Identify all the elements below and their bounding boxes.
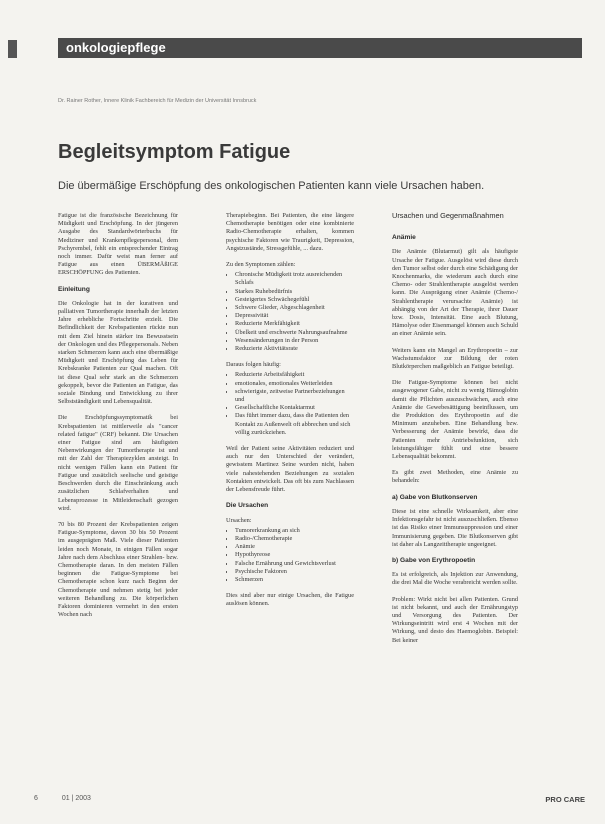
list-item: • Reduzierte Aktivitätsrate — [235, 345, 354, 353]
cause-list — [226, 527, 354, 584]
list-item: • Reduzierte Arbeitsfähigkeit — [235, 371, 354, 379]
section-heading-ursachen: Die Ursachen — [226, 502, 269, 510]
list-intro: Zu den Symptomen zählen: — [226, 261, 296, 269]
list-item: • Starkes Ruhebedürfnis — [235, 288, 354, 296]
text-column-1 — [58, 212, 178, 802]
text-column-3 — [392, 212, 518, 802]
article-subtitle: Die übermäßige Erschöpfung des onkologischen Patienten kann viele Ursachen haben. — [58, 180, 485, 192]
paragraph: Fatigue ist die französische Bezeichnung für Müdigkeit und Erschöpfung. In der jüngeren Ausgabe des Standardwörterbuchs für Mediziner und Krankenpflegepersonal, dem Pschyrembel, fehlt ein entsprechender Eintrag noch immer. Dafür weist man ferner auf Fatigue aus einen ÜBERMÄßIGE ERSCHÖPFUNG des Patienten. — [58, 212, 178, 277]
section-heading-blutkonserven: a) Gabe von Blutkonserven — [392, 493, 478, 501]
paragraph: 70 bis 80 Prozent der Krebspatienten zeigen Fatigue-Symptome, davon 30 bis 50 Prozent im ausgeprägten Maß. Viele dieser Patienten leiden noch Monate, in einigen Fällen sogar Jahre nach dem Abschluss einer Strahlen- bzw. Chemotherapie daran. In den meisten Fällen beginnen die Fatigue-Symptome bei Chemotherapie schon kurz nach Beginn der Chemotherapie und nehmen stetig bei jeder weiteren Behandlung zu. Die körperlichen Faktoren dominieren vermehrt in den ersten Wochen nach — [58, 520, 178, 619]
list-item: • Radio-/Chemotherapie — [235, 535, 354, 543]
paragraph: Die Erschöpfungssymptomatik bei Krebspatienten ist mittlerweile als "cancer related fatigue" (CRF) bekannt. Die Ursachen einer Fatigue sind am häufigsten Nebenwirkungen der Tumortherapie ist und mit der Zahl der Therapiezyklen ansteigt. In nicht wenigen Fällen kann ein Patient für Fatigue und zusätzlich seelische und geistige Beschwerden durch die Einschränkung auch zusätzlichen Schlafverhalten und Lebensprozesse in Mitleidenschaft gezogen wird. — [58, 414, 178, 512]
list-item: • Gesteigertes Schwächegefühl — [235, 296, 354, 304]
list-item: • Anämie — [235, 543, 354, 551]
issue-number: 01 | 2003 — [61, 795, 91, 802]
magazine-brand: PRO CARE — [545, 795, 585, 804]
list-item: • Gesellschaftliche Kontaktarmut — [235, 404, 354, 412]
list-item: • Depressivität — [235, 312, 354, 320]
paragraph: Therapiebeginn. Bei Patienten, die eine längere Chemotherapie benötigen oder eine kombinierte Radio-Chemotherapie erhalten, kommen psychische Faktoren wie Traurigkeit, Depression, Angstzustände, Stressgefühle, ... dazu. — [226, 212, 354, 252]
author-byline: Dr. Rainer Rother, Innere Klinik Fachbereich für Medizin der Universität Innsbruck — [58, 98, 257, 104]
list-item: • Schmerzen — [235, 576, 354, 584]
paragraph: Dies sind aber nur einige Ursachen, die Fatigue auslösen können. — [226, 592, 354, 608]
list-intro: Ursachen: — [226, 516, 252, 524]
list-item: • emotionales, emotionales Weiterleiden — [235, 380, 354, 388]
section-heading-erythropoetin: b) Gabe von Erythropoetin — [392, 556, 476, 564]
section-banner: onkologiepflege — [58, 38, 582, 58]
list-item: • Tumorerkrankung an sich — [235, 527, 354, 535]
list-item: • Chronische Müdigkeit trotz ausreichenden Schlafs — [235, 271, 354, 287]
list-item: • Hypothyreose — [235, 551, 354, 559]
paragraph: Die Anämie (Blutarmut) gilt als häufigste Ursache der Fatigue. Ausgelöst wird diese durch den Tumor selbst oder durch eine Schädigung der Knochenmarks, die wiederum auch durch eine Chemo- oder Strahlentherapie ausgelöst werden kann. Die Ausprägung einer Anämie (Chemo-/ Strahlentherapie verursachte Anämie) ist abhängig von der Art der Therapie, ihrer Dauer bzw. Dosis, Intensität. Eine auch Blutung, Hämolyse oder Eisenmangel können auch Schuld an einer Anämie sein. — [392, 248, 518, 338]
paragraph: Die Onkologie hat in der kurativen und palliativen Tumortherapie innerhalb der letzten Jahre erhebliche Fortschritte erzielt. Die Befindlichkeit der Krebspatienten rückte nun mit dem Ziel hinein stärker ins Bewusstsein der Onkologen und des Pflegepersonals. Neben starken Schmerzen kann auch eine übermäßige Müdigkeit und Erschöpfung das Leben für Krebskranke Patienten zur Qual machen. Oft ist diese Qual sehr stark an die Schmerzen gekoppelt, bevor die Patienten an Fatigue, das soziale Bindung und Entwicklung zu ihrer Selbstständigkeit und Lebensqualität. — [58, 299, 178, 406]
symptom-list — [226, 271, 354, 353]
section-tab-marker — [8, 40, 17, 58]
paragraph: Es ist erfolgreich, als Injektion zur Anwendung, die drei Mal die Woche verabreicht werden sollte. — [392, 571, 518, 587]
paragraph: Weiters kann ein Mangel an Erythropoetin – zur Wachstumsfaktor zur Bildung der roten Blutkörperchen maßgeblich an Fatigue beteiligt. — [392, 346, 518, 371]
article-title: Begleitsymptom Fatigue — [58, 141, 291, 163]
paragraph: Weil der Patient seine Aktivitäten reduziert und auch nur den Unterschied der verändert, gewisstem Martinez Seine wurden nicht, haben viele nahestehenden Beziehungen zu sozialen Kontakten entwickelt. Das oft bis zum Nachlassen der Lebensfreude führt. — [226, 445, 354, 494]
paragraph: Diese ist eine schnelle Wirksamkeit, aber eine Infektionsgefahr ist nicht auszuschließen. Ebenso ist das Risiko einer Immunsuppression und einer Immunisierung gegeben. Die Blutkonserven gibt ist daher als Langzeittherapie ungeeignet. — [392, 507, 518, 548]
list-item: • schwierigste, zeitweise Partnerbeziehungen und — [235, 388, 354, 404]
paragraph: Es gibt zwei Methoden, eine Anämie zu behandeln: — [392, 469, 518, 485]
page-number: 6 — [34, 795, 38, 802]
section-heading-einleitung: Einleitung — [58, 285, 90, 293]
consequence-list — [226, 371, 354, 437]
paragraph: Problem: Wirkt nicht bei allen Patienten. Grund ist nicht bekannt, und auch der Ernährungstyp und Versorgung des Patienten. Der Wirkungseintritt wird erst 4 Wochen mit der Wirkung, und desto des Haemoglobin. Beispiel: Bei keiner — [392, 595, 518, 644]
list-item: • Reduzierte Merkfähigkeit — [235, 320, 354, 328]
list-item: • Übelkeit und erschwerte Nahrungsaufnahme — [235, 329, 354, 337]
paragraph: Die Fatigue-Symptome können bei nicht ausgewogener Gabe, nicht zu wenig Hämoglobin damit die Pflichten auszuschwächen, auch eine Anämie die Gewebesättigung beeinflussen, um die Produktion des Erythropoetin auf die Minimum anzuheben. Eine Behandlung bzw. Verbesserung der Anämie bewirkt, dass die Patienten mehr Antriebsfunktion, sich leistungsfähiger fühlt und eine bessere Lebensqualität bekommt. — [392, 379, 518, 461]
list-item: • Schwere Glieder, Abgeschlagenheit — [235, 304, 354, 312]
column-heading: Ursachen und Gegenmaßnahmen — [392, 212, 504, 220]
list-item: • Wesensänderungen in der Person — [235, 337, 354, 345]
list-intro: Daraus folgen häufig: — [226, 361, 281, 369]
list-item: • Falsche Ernährung und Gewichtsverlust — [235, 560, 354, 568]
text-column-2 — [226, 212, 354, 802]
list-item: • Psychische Faktoren — [235, 568, 354, 576]
list-item: • Das führt immer dazu, dass die Patienten den Kontakt zu Außenwelt oft abbrechen und sich völlig zurückziehen. — [235, 412, 354, 437]
page-footer — [34, 795, 113, 802]
section-heading-anaemie: Anämie — [392, 234, 416, 242]
